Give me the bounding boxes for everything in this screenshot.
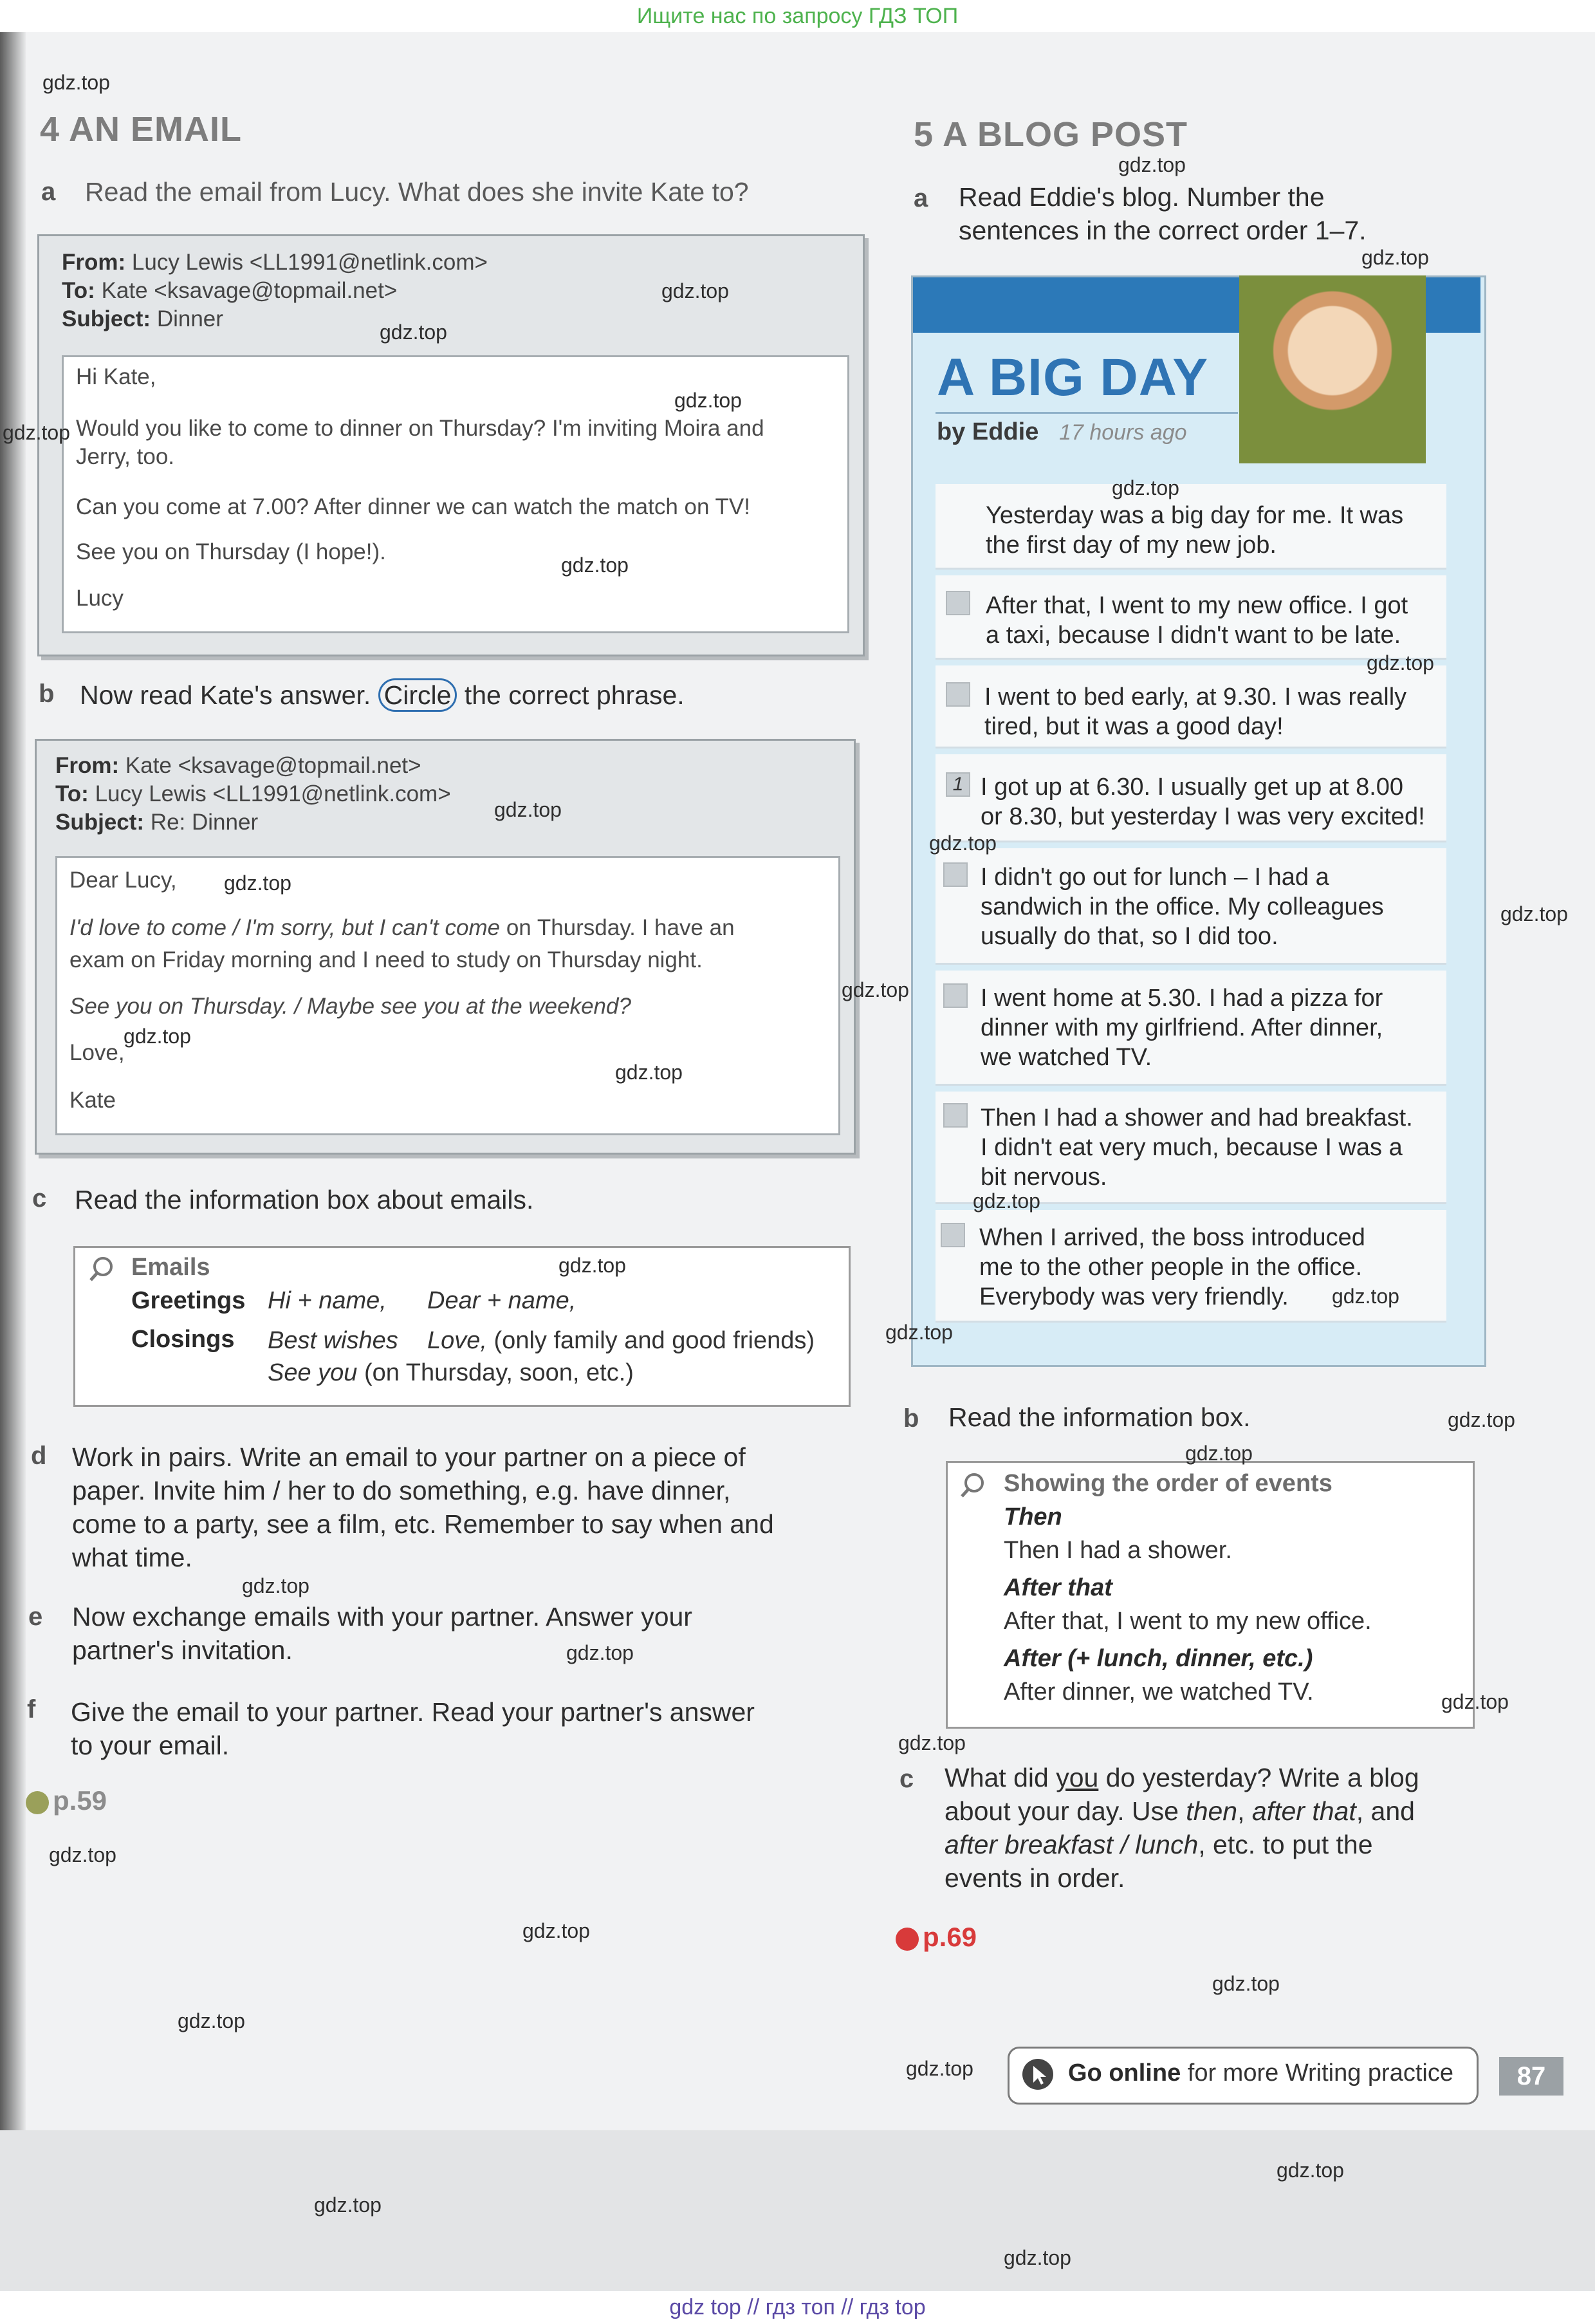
watermark: gdz.top: [674, 389, 742, 412]
email-lucy-from: From: Lucy Lewis <LL1991@netlink.com>: [62, 250, 488, 275]
blog-entry-line: I didn't eat very much, because I was a: [981, 1134, 1403, 1161]
watermark: gdz.top: [566, 1641, 634, 1664]
blog-entry-line: Everybody was very friendly.: [979, 1283, 1289, 1310]
watermark: gdz.top: [1332, 1285, 1399, 1308]
greeting-dear: Dear + name,: [427, 1287, 576, 1314]
blog-entry-line: dinner with my girlfriend. After dinner,: [981, 1014, 1383, 1041]
blog-entry-line: the first day of my new job.: [986, 532, 1277, 559]
watermark: gdz.top: [42, 71, 110, 94]
order-number-box[interactable]: [941, 1223, 965, 1247]
email-kate-choice-2[interactable]: See you on Thursday. / Maybe see you at the weekend?: [69, 994, 631, 1019]
page-bottom-area: [0, 2130, 1595, 2291]
arrow-circle-icon: [26, 1791, 49, 1814]
blog-entry-line: I got up at 6.30. I usually get up at 8.00: [981, 774, 1404, 801]
watermark: gdz.top: [49, 1843, 116, 1866]
task-5c-line: about your day. Use then, after that, and: [945, 1796, 1415, 1826]
watermark: gdz.top: [842, 978, 909, 1001]
order-info-title: Showing the order of events: [1004, 1470, 1332, 1497]
task-5a-letter: a: [914, 184, 928, 212]
magnifier-icon: [88, 1255, 116, 1283]
section-5-title: 5 A BLOG POST: [914, 115, 1188, 154]
top-banner[interactable]: Ищите нас по запросу ГДЗ ТОП: [0, 0, 1595, 32]
blog-entry-line: a taxi, because I didn't want to be late.: [986, 622, 1401, 649]
watermark: gdz.top: [1004, 2246, 1071, 2269]
watermark: gdz.top: [178, 2009, 245, 2032]
watermark: gdz.top: [561, 553, 629, 577]
watermark: gdz.top: [224, 871, 291, 895]
email-lucy-to: To: Kate <ksavage@topmail.net>: [62, 278, 398, 303]
page-ref-69[interactable]: p.69: [896, 1922, 977, 1953]
blog-entry-line: When I arrived, the boss introduced: [979, 1224, 1365, 1251]
closing-love: Love, (only family and good friends): [427, 1327, 815, 1354]
page-ref-59[interactable]: p.59: [26, 1785, 107, 1816]
watermark: gdz.top: [1112, 476, 1179, 499]
order-example-then: Then I had a shower.: [1004, 1537, 1232, 1564]
task-4d-line: paper. Invite him / her to do something, e.g. have dinner,: [72, 1476, 731, 1505]
blog-entry-line: I didn't go out for lunch – I had a: [981, 864, 1329, 891]
email-lucy-subject: Subject: Dinner: [62, 306, 223, 331]
order-heading-then: Then: [1004, 1503, 1062, 1530]
order-number-box[interactable]: 1: [946, 772, 970, 797]
email-lucy-line: See you on Thursday (I hope!).: [76, 539, 386, 564]
watermark: gdz.top: [1185, 1442, 1253, 1465]
blog-entry-line: usually do that, so I did too.: [981, 923, 1278, 950]
blog-entry-line: me to the other people in the office.: [979, 1254, 1363, 1281]
watermark: gdz.top: [242, 1574, 309, 1597]
watermark: gdz.top: [1277, 2159, 1344, 2182]
blog-entry-line: Yesterday was a big day for me. It was: [986, 502, 1404, 529]
watermark: gdz.top: [661, 279, 729, 302]
email-kate-to: To: Lucy Lewis <LL1991@netlink.com>: [55, 781, 451, 806]
email-lucy-line: Can you come at 7.00? After dinner we can watch the match on TV!: [76, 494, 751, 519]
task-4e-line: Now exchange emails with your partner. Answer your: [72, 1602, 692, 1631]
order-number-box[interactable]: [946, 682, 970, 707]
watermark: gdz.top: [558, 1254, 626, 1277]
email-lucy-line: Jerry, too.: [76, 444, 175, 469]
order-example-after-that: After that, I went to my new office.: [1004, 1608, 1372, 1635]
closing-best-wishes: Best wishes: [268, 1327, 398, 1354]
task-5a-line: Read Eddie's blog. Number the: [959, 182, 1325, 212]
greeting-hi: Hi + name,: [268, 1287, 387, 1314]
task-4d-line: come to a party, see a film, etc. Remember to say when and: [72, 1509, 774, 1539]
task-5c-line: What did you do yesterday? Write a blog: [945, 1763, 1419, 1792]
task-4f-line: Give the email to your partner. Read your partner's answer: [71, 1697, 755, 1727]
email-lucy-line: Would you like to come to dinner on Thursday? I'm inviting Moira and: [76, 416, 764, 441]
watermark: gdz.top: [1367, 651, 1434, 674]
task-4c-instruction: Read the information box about emails.: [75, 1185, 534, 1214]
order-number-box[interactable]: [946, 591, 970, 615]
task-4e-line: partner's invitation.: [72, 1635, 293, 1665]
task-4d-line: what time.: [72, 1543, 192, 1572]
email-lucy-signature: Lucy: [76, 586, 124, 611]
bottom-banner[interactable]: gdz top // гдз топ // гдз top: [0, 2291, 1595, 2324]
task-5b-letter: b: [903, 1404, 919, 1433]
page-binding-shadow: [0, 32, 26, 2130]
order-example-after: After dinner, we watched TV.: [1004, 1678, 1314, 1706]
emails-info-title: Emails: [131, 1254, 210, 1281]
watermark: gdz.top: [1500, 902, 1568, 925]
task-4c-letter: c: [32, 1184, 47, 1213]
watermark: gdz.top: [1361, 246, 1429, 269]
watermark: gdz.top: [522, 1919, 590, 1942]
task-4a-letter: a: [41, 178, 56, 206]
order-heading-after: After (+ lunch, dinner, etc.): [1004, 1645, 1313, 1672]
watermark: gdz.top: [929, 832, 997, 855]
watermark: gdz.top: [124, 1025, 191, 1048]
closing-see-you: See you (on Thursday, soon, etc.): [268, 1359, 634, 1386]
task-4d-line: Work in pairs. Write an email to your partner on a piece of: [72, 1442, 746, 1472]
email-lucy-greeting: Hi Kate,: [76, 364, 156, 389]
watermark: gdz.top: [615, 1061, 683, 1084]
watermark: gdz.top: [898, 1731, 966, 1754]
blog-entry-line: sandwich in the office. My colleagues: [981, 893, 1384, 920]
watermark: gdz.top: [1441, 1690, 1509, 1713]
task-4b-letter: b: [39, 680, 55, 708]
task-4f-letter: f: [27, 1695, 36, 1724]
email-kate-from: From: Kate <ksavage@topmail.net>: [55, 753, 421, 778]
task-4b-instruction: Now read Kate's answer. Circle the correct phrase.: [80, 678, 685, 712]
task-5c-letter: c: [899, 1765, 914, 1793]
email-kate-subject: Subject: Re: Dinner: [55, 810, 259, 835]
blog-entry-line: I went to bed early, at 9.30. I was really: [984, 683, 1407, 711]
cursor-icon: [1020, 2057, 1055, 2092]
watermark: gdz.top: [885, 1321, 953, 1344]
watermark: gdz.top: [1118, 153, 1186, 176]
blog-title-divider: [936, 412, 1238, 414]
watermark: gdz.top: [973, 1189, 1040, 1213]
blog-entry-line: bit nervous.: [981, 1164, 1107, 1191]
task-4a-instruction: Read the email from Lucy. What does she invite Kate to?: [85, 177, 749, 207]
watermark: gdz.top: [906, 2057, 973, 2080]
order-number-box[interactable]: [943, 983, 968, 1008]
task-5c-line: after breakfast / lunch, etc. to put the: [945, 1830, 1373, 1859]
circle-word: Circle: [378, 678, 457, 712]
greetings-label: Greetings: [131, 1287, 246, 1314]
closings-label: Closings: [131, 1326, 235, 1353]
task-5b-instruction: Read the information box.: [948, 1402, 1251, 1432]
task-4e-letter: e: [28, 1603, 43, 1631]
blog-title: A BIG DAY: [937, 348, 1209, 407]
order-heading-after-that: After that: [1004, 1574, 1112, 1601]
blog-entry-line: we watched TV.: [981, 1044, 1152, 1071]
task-4f-line: to your email.: [71, 1731, 230, 1760]
go-online-text[interactable]: Go online for more Writing practice: [1068, 2059, 1453, 2087]
magnifier-icon: [959, 1471, 987, 1500]
watermark: gdz.top: [3, 421, 70, 444]
task-4d-letter: d: [31, 1442, 47, 1470]
email-kate-greeting: Dear Lucy,: [69, 868, 177, 893]
email-kate-closing: Love,: [69, 1040, 125, 1065]
task-5a-line: sentences in the correct order 1–7.: [959, 216, 1367, 245]
watermark: gdz.top: [314, 2193, 382, 2217]
section-4-title: 4 AN EMAIL: [40, 110, 243, 149]
email-kate-line: exam on Friday morning and I need to study on Thursday night.: [69, 947, 703, 972]
order-number-box[interactable]: [943, 1103, 968, 1128]
eddie-photo: [1239, 275, 1426, 463]
blog-entry-line: I went home at 5.30. I had a pizza for: [981, 985, 1383, 1012]
task-5c-line: events in order.: [945, 1863, 1125, 1893]
watermark: gdz.top: [1212, 1972, 1280, 1995]
watermark: gdz.top: [380, 321, 447, 344]
watermark: gdz.top: [494, 798, 562, 821]
blog-entry-line: or 8.30, but yesterday I was very excited!: [981, 803, 1425, 830]
blog-author[interactable]: by Eddie 17 hours ago: [937, 418, 1187, 445]
arrow-circle-icon: [896, 1928, 919, 1951]
watermark: gdz.top: [1448, 1408, 1515, 1431]
blog-entry-line: Then I had a shower and had breakfast.: [981, 1104, 1413, 1131]
email-kate-choice-1[interactable]: I'd love to come / I'm sorry, but I can't come on Thursday. I have an: [69, 915, 735, 940]
page-number: 87: [1499, 2057, 1563, 2096]
email-kate-signature: Kate: [69, 1088, 116, 1113]
order-number-box[interactable]: [943, 862, 968, 887]
blog-entry-line: After that, I went to my new office. I got: [986, 592, 1408, 619]
blog-entry-line: tired, but it was a good day!: [984, 713, 1284, 740]
